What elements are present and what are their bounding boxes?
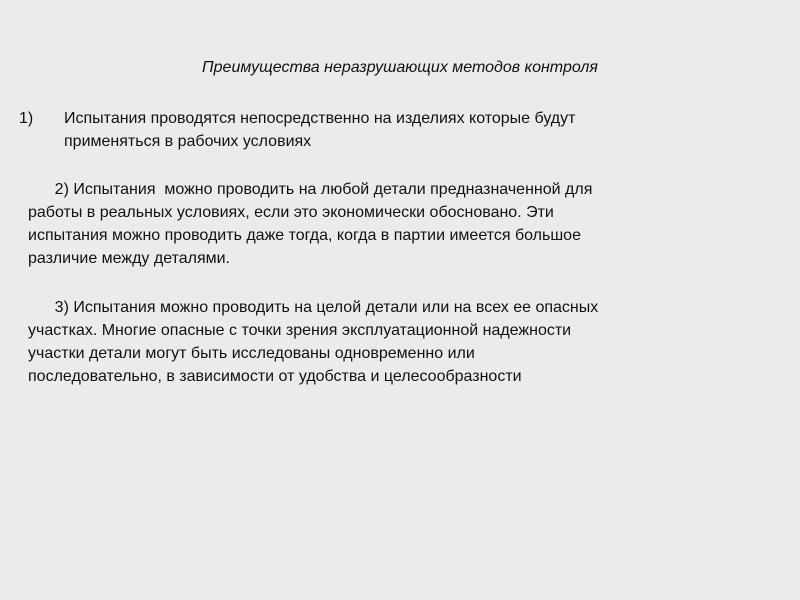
paragraph-item-2-line: работы в реальных условиях, если это экономически обосновано. Эти	[28, 204, 554, 221]
list-item-1	[64, 107, 575, 153]
paragraph-item-2-line: различие между деталями.	[28, 250, 230, 267]
paragraph-item-3-line: 3) Испытания можно проводить на целой детали или на всех ее опасных	[28, 299, 599, 316]
paragraph-item-3-line: участках. Многие опасные с точки зрения эксплуатационной надежности	[28, 322, 572, 339]
paragraph-item-3-line: участки детали могут быть исследованы одновременно или	[28, 345, 475, 362]
paragraph-item-3-line: последовательно, в зависимости от удобства и целесообразности	[28, 368, 522, 385]
paragraph-item-2-line: 2) Испытания можно проводить на любой детали предназначенной для	[28, 181, 593, 198]
list-item-1-line: Испытания проводятся непосредственно на изделиях которые будут	[64, 110, 576, 127]
slide-title: Преимущества неразрушающих методов контроля	[202, 59, 598, 76]
paragraph-item-2-line: испытания можно проводить даже тогда, когда в партии имеется большое	[28, 227, 581, 244]
list-item-1-line: применяться в рабочих условиях	[64, 133, 312, 150]
paragraph-item-2	[28, 178, 592, 270]
list-item-number-1: 1)	[19, 110, 34, 127]
paragraph-item-3	[28, 296, 598, 388]
